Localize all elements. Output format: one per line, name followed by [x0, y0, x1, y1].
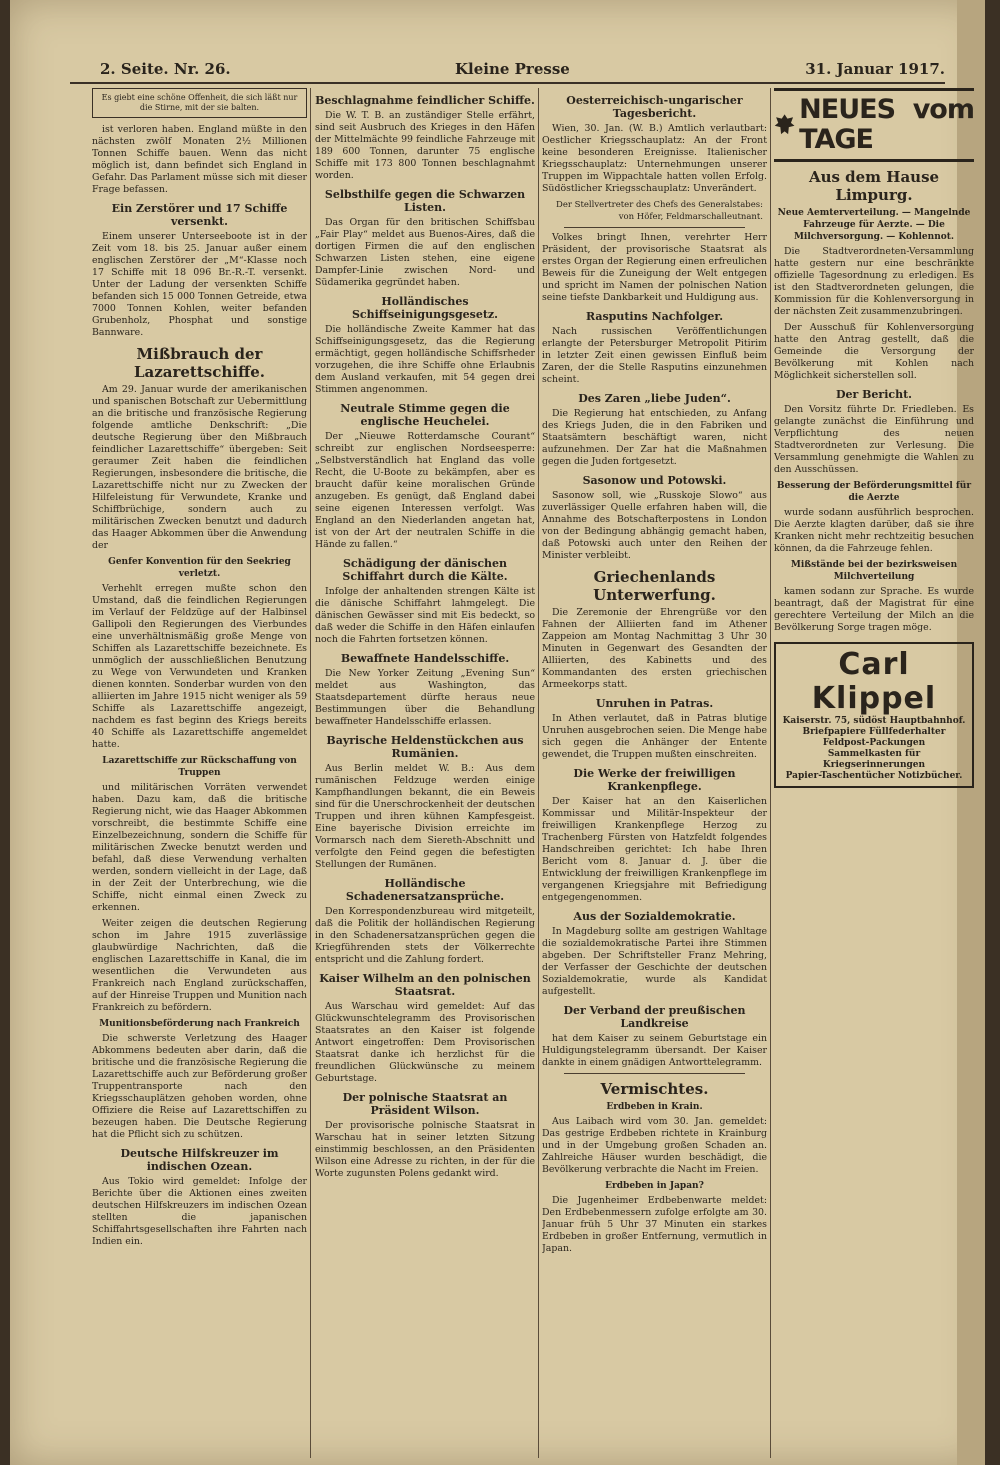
article-headline: Aus der Sozialdemokratie. [573, 910, 736, 923]
article-text: Aus Tokio wird gemeldet: Infolge der Berichte über die Aktionen eines zweiten deutschen Hilfskreuzers im indischen Ozean stellten die japanischen Schiffahrtsgesellschaften ihre Fahrten nach Indien ein. [92, 1176, 307, 1247]
article-headline: Oesterreichisch-ungarischer Tagesbericht. [566, 94, 743, 120]
article-text: Verhehlt erregen mußte schon den Umstand, daß die feindlichen Regierungen im Verlauf der Feldzüge auf der Halbinsel Gallipoli den Regierungen des Vierbundes eine unverhältnismäßig große Menge von Schiffen als Lazarettschiffe bezeichnete. Es unmöglich der ausschließlichen Benutzung zu Wege von Verwundeten und Kranken dienen konnten. Sonderbar wurden von den alliierten im Jahre 1915 nicht weniger als 59 Schiffe als Lazarettschiffe angezeigt, nachdem es fast beginn des Kriegs bereits 40 Schiffe als Lazarettschiffe angemeldet hatte. [92, 583, 307, 750]
article-signature: Der Stellvertreter des Chefs des Generalstabes: von Höfer, Feldmarschalleutnant. [556, 200, 763, 222]
ad-line: Briefpapiere Füllfederhalter [802, 727, 946, 737]
article-subheading: Lazarettschiffe zur Rückschaffung von Truppen [102, 756, 297, 778]
article-headline: Vermischtes. [600, 1080, 709, 1098]
article-text: Den Vorsitz führte Dr. Friedleben. Es gelangte zunächst die Einführung und Verpflichtung des neuen Stadtverordneten zur Verlesung. Die Versammlung genehmigte die Wahlen zu den Ausschüssen. [774, 404, 974, 475]
column-rule [310, 88, 311, 1458]
article-text: Das Organ für den britischen Schiffsbau „Fair Play“ meldet aus Buenos-Aires, daß die dortigen Firmen die auf den englischen Schwarzen Listen stehen, eine eigene Dampfer-Linie zwischen Nord- und Südamerika gegründet haben. [315, 217, 535, 288]
article-headline: Holländische Schadenersatzansprüche. [345, 877, 505, 903]
article-headline: Schädigung der dänischen Schiffahrt durch die Kälte. [342, 557, 508, 583]
paper-name: Kleine Presse [455, 60, 570, 78]
article-headline: Mißbrauch der Lazarettschiffe. [133, 345, 266, 381]
article-text: Am 29. Januar wurde der amerikanischen und spanischen Botschaft zur Uebermittlung an die britische und französische Regierung folgende amtliche Denkschrift: „Die deutsche Regierung über den Mißbrauch feindlicher Lazarettschiffe“ übergeben: Seit geraumer Zeit haben die feindlichen Regierungen, insbesondere die britische, die Lazarettschiffe nicht nur zu Zwecken der Hilfeleistung für Verwundete, Kranke und Schiffbrüchige, sondern auch zu militärischen Zwecken benutzt und dadurch das Haager Abkommen über die Anwendung der [92, 384, 307, 551]
page-header [70, 60, 945, 84]
article-text: Volkes bringt Ihnen, verehrter Herr Präsident, der provisorische Staatsrat als erstes Organ der Regierung einen erfreulichen Beweis für die Zuneigung der Welt entgegen und spricht im Namen der polnischen Nation seine tiefste Dankbarkeit und Huldigung aus. [542, 232, 767, 303]
article-text: wurde sodann ausführlich besprochen. Die Aerzte klagten darüber, daß sie ihre Kranken nicht mehr rechtzeitig besuchen können, da die Fahrzeuge fehlen. [774, 507, 974, 554]
column-2 [315, 88, 535, 1458]
article-headline: Neutrale Stimme gegen die englische Heuchelei. [340, 402, 510, 428]
article-headline: Die Werke der freiwilligen Krankenpflege. [573, 767, 736, 793]
article-text: Die New Yorker Zeitung „Evening Sun“ meldet aus Washington, das Staatsdepartement dürfte heraus neue Bestimmungen über die Behandlung bewaffneter Handelsschiffe erlassen. [315, 668, 535, 727]
article-subheading: Genfer Konvention für den Seekrieg verletzt. [108, 557, 291, 579]
ad-company-name: Carl Klippel [811, 647, 937, 716]
divider [564, 1073, 745, 1074]
article-subheading: Erdbeben in Japan? [605, 1181, 704, 1191]
article-headline: Griechenlands Unterwerfung. [593, 568, 716, 604]
article-text: Einem unserer Unterseeboote ist in der Zeit vom 18. bis 25. Januar außer einem englischen Zerstörer der „M“-Klasse noch 17 Schiffe mit 18 096 Br.-R.-T. versenkt. Unter der Ladung der versenkten Schiffe befanden sich 15 000 Tonnen Getreide, etwa 7000 Tonnen Kohlen, weiter befanden Grubenholz, Phosphat und sonstige Bannware. [92, 231, 307, 338]
article-text: Der provisorische polnische Staatsrat in Warschau hat in seiner letzten Sitzung einstimmig beschlossen, an den Präsidenten Wilson eine Adresse zu richten, in der für die Worte zugunsten Polens gedankt wird. [315, 1120, 535, 1179]
article-text: Die Zeremonie der Ehrengrüße vor den Fahnen der Alliierten fand im Athener Zappeion am Montag Nachmittag 3 Uhr 30 Minuten in Gegenwart des Gesandten der Alliierten, des Kabinetts und des Kommandanten des ersten griechischen Armeekorps statt. [542, 607, 767, 690]
article-text: Aus Warschau wird gemeldet: Auf das Glückwunschtelegramm des Provisorischen Staatsrates an den Kaiser ist folgende Antwort eingetroffen: Dem Provisorischen Staatsrat danke ich herzlichst für die freundlichen Glückwünsche zu meinem Geburtstage. [315, 1001, 535, 1084]
article-text: Aus Laibach wird vom 30. Jan. gemeldet: Das gestrige Erdbeben richtete in Krainburg und in der Umgebung großen Schaden an. Zahlreiche Häuser wurden beschädigt, die Bevölkerung verbrachte die Nacht im Freien. [542, 1116, 767, 1175]
column-4 [774, 88, 974, 1458]
article-text: Die schwerste Verletzung des Haager Abkommens bedeuten aber darin, daß die britische und die französische Regierung die Lazarettschiffe auch zur Beförderung großer Truppentransporte nach den Kriegsschauplätzen gehoben worden, ohne Offiziere die Reise auf Lazarettschiffen zu bezeugen haben. Die Deutsche Regierung hat die Pflicht sich zu schützen. [92, 1033, 307, 1140]
article-headline: Deutsche Hilfskreuzer im indischen Ozean. [120, 1147, 279, 1173]
article-text: Weiter zeigen die deutschen Regierung schon im Jahre 1915 zuverlässige glaubwürdige Nachrichten, daß die englischen Lazarettschiffe in Kanal, die im wesentlichen die Verwundeten aus Frankreich nach England zurückschaffen, auf der Hinreise Truppen und Munition nach Frankreich zu befördern. [92, 918, 307, 1013]
section-masthead [774, 88, 974, 162]
article-headline: Rasputins Nachfolger. [585, 310, 724, 323]
article-headline: Bewaffnete Handelsschiffe. [340, 652, 510, 665]
article-text: Infolge der anhaltenden strengen Kälte ist die dänische Schiffahrt lahmgelegt. Die dänischen Gewässer sind mit Eis bedeckt, so daß weder die Schiffe in den Häfen einlaufen noch die Fahrten fortsetzen können. [315, 586, 535, 645]
article-headline: Der Verband der preußischen Landkreise [563, 1004, 746, 1030]
ad-line: Papier-Taschentücher Notizbücher. [785, 771, 963, 781]
article-headline: Der Bericht. [835, 388, 913, 401]
article-text: In Athen verlautet, daß in Patras blutige Unruhen ausgebrochen seien. Die Menge habe sich gegen die Anhänger der Entente gewendet, die Truppen mußten einschreiten. [542, 713, 767, 760]
article-headline: Sasonow und Potowski. [582, 474, 727, 487]
article-text: Die holländische Zweite Kammer hat das Schiffseinigungsgesetz, das die Regierung ermächtigt, gegen holländische Schiffsrheder vorzugehen, die ihre Schiffe ohne Erlaubnis dem Ausland verkaufen, mit 54 gegen drei Stimmen angenommen. [315, 324, 535, 395]
divider [564, 227, 745, 228]
masthead-title: NEUES vom TAGE [799, 94, 974, 155]
ad-address: Kaiserstr. 75, südöst Hauptbahnhof. [782, 716, 966, 726]
article-headline: Der polnische Staatsrat an Präsident Wilson. [342, 1091, 508, 1117]
newspaper-page [10, 0, 985, 1465]
article-text: und militärischen Vorräten verwendet haben. Dazu kam, daß die britische Regierung nicht, wie das Haager Abkommen vorschreibt, die bestimmte Schiffe eine Einzelbezeichnung, sondern die Schiffe für militärischen Zwecke benutzt werden und befahl, daß diese Verwendung verhalten werden, sondern vielleicht in der Lage, daß in der Zeit der Unterbrechung, wie die Schiffe, nicht einmal einen Zweck zu erkennen. [92, 782, 307, 913]
article-text: Nach russischen Veröffentlichungen erlangte der Petersburger Metropolit Pitirim in letzter Zeit einen gewissen Einfluß beim Zaren, der die Stelle Rasputins einzunehmen scheint. [542, 326, 767, 385]
article-text: hat dem Kaiser zu seinem Geburtstage ein Huldigungstelegramm übersandt. Der Kaiser dankte in einem gnädigen Antworttelegramm. [542, 1033, 767, 1068]
article-headline: Aus dem Hause Limpurg. [808, 168, 940, 204]
column-3 [542, 88, 767, 1458]
article-subheading: Mißstände bei der bezirksweisen Milchverteilung [790, 560, 958, 582]
ad-line: Sammelkasten für Kriegserinnerungen [822, 749, 926, 770]
article-subheading: Munitionsbeförderung nach Frankreich [99, 1019, 300, 1029]
article-headline: Beschlagnahme feindlicher Schiffe. [315, 94, 535, 107]
column-rule [538, 88, 539, 1458]
article-text: Die Stadtverordneten-Versammlung hatte gestern nur eine beschränkte offizielle Tagesordnung zu erledigen. Es ist den Stadtverordneten gelungen, die Kommission für die Kohlenversorgung in der nächsten Zeit zusammenzubringen. [774, 246, 974, 317]
article-text: Die W. T. B. an zuständiger Stelle erfährt, sind seit Ausbruch des Krieges in den Häfen der Mittelmächte 99 feindliche Fahrzeuge mit 189 600 Tonnen, darunter 75 englische Schiffe mit 173 800 Tonnen beschlagnahmt worden. [315, 110, 535, 181]
article-subheading: Neue Aemterverteilung. — Mangelnde Fahrzeuge für Aerzte. — Die Milchversorgung. — Kohlennot. [777, 208, 971, 242]
ad-line: Feldpost-Packungen [822, 738, 926, 748]
article-headline: Selbsthilfe gegen die Schwarzen Listen. [324, 188, 526, 214]
article-text: Der Kaiser hat an den Kaiserlichen Kommissar und Militär-Inspekteur der freiwilligen Krankenpflege Herzog zu Trachenberg Fürsten von Hatzfeldt folgendes Handschreiben gerichtet: Ich habe Ihren Bericht vom 8. Januar d. J. über die Entwicklung der freiwilligen Krankenpflege im vergangenen Kriegsjahre mit Befriedigung entgegengenommen. [542, 796, 767, 903]
eagle-icon [774, 108, 795, 142]
boxed-notice: Es giebt eine schöne Offenheit, die sich läßt nur die Stirne, mit der sie balten. [92, 88, 307, 118]
issue-date: 31. Januar 1917. [805, 60, 945, 78]
article-text: Der „Nieuwe Rotterdamsche Courant“ schreibt zur englischen Nordseesperre: „Selbstverständlich hat England das volle Recht, die U-Boote zu bekämpfen, aber es braucht dafür keine moralischen Gründe anzugeben. Es genügt, daß England dabei seine eigenen Interessen verfolgt. Was England an den Niederlanden angetan hat, ist von der Art der neutralen Schiffe in die Hände zu fallen.“ [315, 431, 535, 550]
article-headline: Holländisches Schiffseinigungsgesetz. [351, 295, 498, 321]
article-headline: Unruhen in Patras. [595, 697, 714, 710]
page-number: 2. Seite. Nr. 26. [100, 60, 231, 78]
article-subheading: Besserung der Beförderungsmittel für die Aerzte [776, 481, 972, 503]
article-text: Die Regierung hat entschieden, zu Anfang des Kriegs Juden, die in den Fabriken und Staatsämtern beschäftigt waren, nicht aufzunehmen. Der Zar hat die Maßnahmen gegen die Juden fortgesetzt. [542, 408, 767, 467]
article-headline: Bayrische Heldenstückchen aus Rumänien. [326, 734, 524, 760]
column-1 [92, 88, 307, 1458]
article-text: In Magdeburg sollte am gestrigen Wahltage die sozialdemokratische Partei ihre Stimmen abgeben. Der Schriftsteller Franz Mehring, der Verfasser der Geschichte der deutschen Sozialdemokratie, wurde als Kandidat aufgestellt. [542, 926, 767, 997]
article-headline: Ein Zerstörer und 17 Schiffe versenkt. [111, 202, 288, 228]
advertisement [774, 642, 974, 788]
article-text: Aus Berlin meldet W. B.: Aus dem rumänischen Feldzuge werden einige Kampfhandlungen bekannt, die ein Beweis sind für die Unerschrockenheit der deutschen Truppen und ihren kühnen Kampfesgeist. Eine bayerische Division erreichte im Vormarsch nach dem Siereth-Abschnitt und verfolgte den Feind gegen die befestigten Stellungen der Rumänen. [315, 763, 535, 870]
column-rule [770, 88, 771, 1458]
article-text: kamen sodann zur Sprache. Es wurde beantragt, daß der Magistrat für eine gerechtere Verteilung der Milch an die Bevölkerung Sorge tragen möge. [774, 586, 974, 633]
article-text: ist verloren haben. England müßte in den nächsten zwölf Monaten 2½ Millionen Tonnen Schiffe bauen. Wenn das nicht möglich ist, dann befindet sich England in Gefahr. Das Parlament müsse sich mit dieser Frage befassen. [92, 124, 307, 195]
article-text: Der Ausschuß für Kohlenversorgung hatte den Antrag gestellt, daß die Gemeinde die Versorgung der Bevölkerung mit Kohlen nach Möglichkeit sicherstellen soll. [774, 322, 974, 381]
article-text: Den Korrespondenzbureau wird mitgeteilt, daß die Politik der holländischen Regierung in den Schadenersatzansprüchen gegen die Kriegführenden stets der Völkerrechte entspricht und die Zahlung fordert. [315, 906, 535, 965]
article-text: Sasonow soll, wie „Russkoje Slowo“ aus zuverlässiger Quelle erfahren haben will, die Annahme des Botschafterpostens in London von der Bedingung abhängig gemacht haben, daß Potowski auch unter den Reihen der Minister verbleibt. [542, 490, 767, 561]
article-text: Wien, 30. Jan. (W. B.) Amtlich verlautbart: Oestlicher Kriegsschauplatz: An der Front keine besonderen Ereignisse. Italienischer Kriegsschauplatz: Unternehmungen unserer Truppen im Wippachtale hatten vollen Erfolg. Südöstlicher Kriegsschauplatz: Unverändert. [542, 123, 767, 194]
article-headline: Des Zaren „liebe Juden“. [578, 392, 731, 405]
article-text: Die Jugenheimer Erdbebenwarte meldet: Den Erdbebenmessern zufolge erfolgte am 30. Januar früh 5 Uhr 37 Minuten ein starkes Erdbeben in großer Entfernung, vermutlich in Japan. [542, 1195, 767, 1254]
article-headline: Kaiser Wilhelm an den polnischen Staatsrat. [319, 972, 531, 998]
article-subheading: Erdbeben in Krain. [606, 1102, 703, 1112]
